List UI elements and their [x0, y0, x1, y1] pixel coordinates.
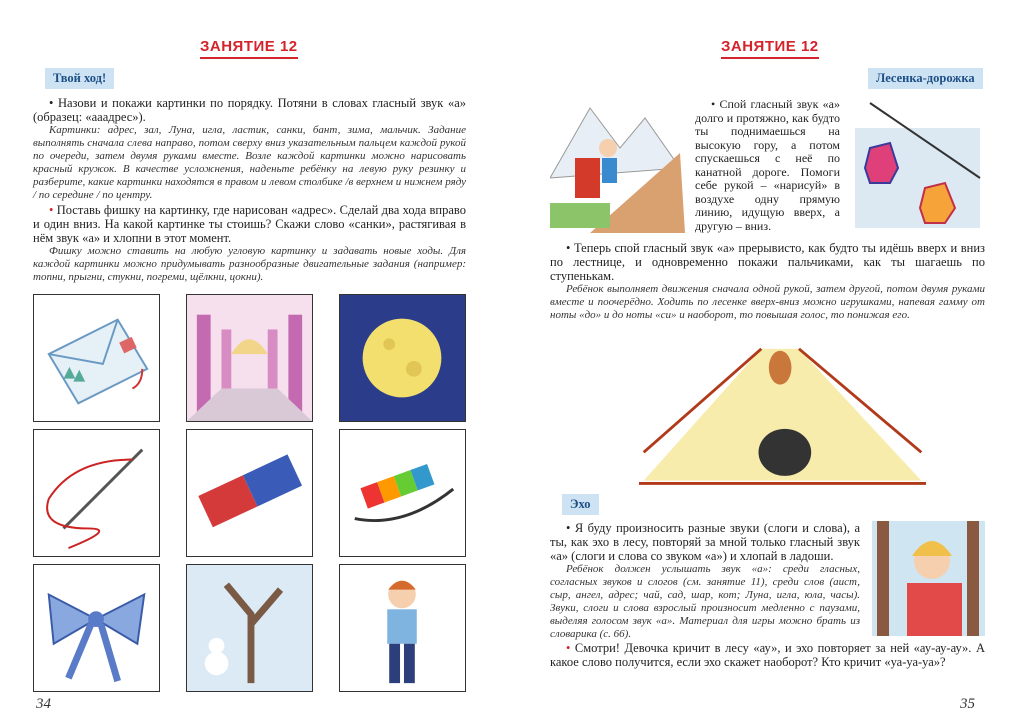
page-number: 35 [960, 696, 975, 712]
task-echo-question: • Смотри! Девочка кричит в лесу «ау», и эхо повторяет за ней «ау-ау-ау». А какое слово получится, если эхо скажет наоборот? Кто кричит «уа-уа-уа»? [550, 641, 985, 669]
section-badge-echo: Эхо [562, 494, 599, 515]
hiker-illustration [550, 98, 685, 233]
section-badge-ladder-path: Лесенка-дорожка [868, 68, 983, 89]
ladder-row [550, 98, 985, 233]
picture-winter[interactable] [186, 564, 313, 692]
picture-eraser[interactable] [186, 429, 313, 557]
task-ladder-1: • Спой гласный звук «а» долго и протяжно, как будто ты поднимаешься на высокую гору, а потом спускаешься с неё по канатной дороге. Помоги себе рукой – «нарисуй» в воздухе одну прямую линию, идущую вверх, а другую – вниз. [695, 97, 840, 233]
instructions: • Назови и покажи картинки по порядку. Потяни в словах гласный звук «а» (образец: «ааадрес»). Картинки: адрес, зал, Луна, игла, ластик, санки, бант, зима, мальчик. Задание выполнять сначала слева направо, потом сверху вниз указательным пальцем каждой рукой по очереди, затем двумя руками вместе. Возле каждой картинки можно нарисовать красный кружок. В качестве усложнения, наденьте ребёнку на левую руку резинку и разберите, какие картинки находятся в правом и левом столбике /в верхнем и нижнем ряду / по середине / по центру. • Поставь фишку на картинку, где нарисован «адрес». Сделай два хода вправо и один вниз. На какой картинке ты стоишь? Скажи слово «санки», растягивая в нём звук «а» и хлопни в этот момент. Фишку можно ставить на любую угловую картинку и задавать новые ходы. Для каждой картинки можно придумывать разнообразные двигательные задания (например: топни, прыгни, стукни, погреми, щёлкни, цокни). [33, 96, 466, 283]
task-ladder-2: • Теперь спой гласный звук «а» прерывисто, как будто ты идёшь вверх и вниз по лестнице, и одновременно покажи пальчиками, как ты шагаешь по ступенькам. Ребёнок выполняет движения сначала одной рукой, затем другой, потом двумя руками вместе и поочерёдно. Ходить по лесенке вверх-вниз можно игрушками, напевая гамму от ноты «до» и до ноты «си» и наоборот, то повышая голос, то понижая его. [550, 241, 985, 321]
right-content [550, 98, 985, 669]
note-1: Картинки: адрес, зал, Луна, игла, ластик, санки, бант, зима, мальчик. Задание выполнять сначала слева направо, потом сверху вниз указательным пальцем каждой рукой по очереди, затем двумя руками вместе. Возле каждой картинки можно нарисовать красный кружок. В качестве усложнения, наденьте ребёнку на левую руку резинку и разберите, какие картинки находятся в правом и левом столбике /в верхнем и нижнем ряду / по середине / по центру. [33, 124, 466, 201]
lesson-title: ЗАНЯТИЕ 12 [200, 38, 298, 59]
picture-moon[interactable] [339, 294, 466, 422]
left-content [33, 96, 466, 692]
staircase-illustration [625, 330, 940, 490]
task-2: Поставь фишку на картинку, где нарисован «адрес». Сделай два хода вправо и один вниз. На какой картинке ты стоишь? Скажи слово «санки», растягивая в нём звук «а» и хлопни в этот момент. [33, 203, 466, 245]
lesson-title: ЗАНЯТИЕ 12 [721, 38, 819, 59]
picture-envelope[interactable] [33, 294, 160, 422]
section-badge-your-turn: Твой ход! [45, 68, 114, 89]
picture-bow[interactable] [33, 564, 160, 692]
cable-car-illustration [850, 98, 985, 233]
task-1: Назови и покажи картинки по порядку. Потяни в словах гласный звук «а» (образец: «ааадрес»). [33, 96, 466, 124]
picture-boy[interactable] [339, 564, 466, 692]
task-4-text: Смотри! Девочка кричит в лесу «ау», и эхо повторяет за ней «ау-ау-ау». А какое слово получится, если эхо скажет наоборот? Кто кричит «уа-уа-уа»? [550, 641, 985, 669]
picture-needle[interactable] [33, 429, 160, 557]
task-echo: • Я буду произносить разные звуки (слоги и слова), а ты, как эхо в лесу, повторяй за мной только гласный звук «а» (слоги и слова со звуком «а») и хлопай в ладоши. Ребёнок должен услышать звук «а»: среди гласных, согласных звуков и слогов (см. занятие 11), среди слов (аист, сыр, ангел, адрес; чай, сад, шар, кот; Луна, игла, юла, часы). Звуки, слоги и слова взрослый произносит медленно с паузами, выделяя голосом звук «а». Материал для игры можно брать из словарика (с. 66). [550, 521, 985, 641]
note-2: Фишку можно ставить на любую угловую картинку и задавать новые ходы. Для каждой картинки можно придумывать разнообразные двигательные задания (например: топни, прыгни, стукни, погреми, щёлкни, цокни). [33, 245, 466, 283]
picture-hall[interactable] [186, 294, 313, 422]
task-3-text: Я буду произносить разные звуки (слоги и слова), а ты, как эхо в лесу, повторяй за мной только гласный звук «а» (слоги и слова со звуком «а») и хлопай в ладоши. [550, 521, 860, 563]
note-3: Ребёнок должен услышать звук «а»: среди гласных, согласных звуков и слогов (см. занятие 11), среди слов (аист, сыр, ангел, адрес; чай, сад, шар, кот; Луна, игла, юла, часы). Звуки, слоги и слова взрослый произносит медленно с паузами, выделяя голосом звук «а». Материал для игры можно брать из словарика (с. 66). [550, 563, 860, 640]
page-number: 34 [36, 696, 51, 712]
task-2-text: Теперь спой гласный звук «а» прерывисто, как будто ты идёшь вверх и вниз по лестнице, и одновременно покажи пальчиками, как ты шагаешь по ступенькам. [550, 241, 985, 283]
picture-grid [33, 294, 466, 692]
note-2: Ребёнок выполняет движения сначала одной рукой, затем другой, потом двумя руками вместе и поочерёдно. Ходить по лесенке вверх-вниз можно игрушками, напевая гамму от ноты «до» и до ноты «си» и наоборот, то повышая голос, то понижая его. [550, 283, 985, 321]
picture-sled[interactable] [339, 429, 466, 557]
girl-calling-illustration [872, 521, 985, 636]
right-page [510, 0, 1020, 726]
task-1-text: Спой гласный звук «а» долго и протяжно, как будто ты поднимаешься на высокую гору, а потом спускаешься с неё по канатной дороге. Помоги себе рукой – «нарисуй» в воздухе одну прямую линию, идущую вверх, а другую – вниз. [695, 97, 840, 233]
